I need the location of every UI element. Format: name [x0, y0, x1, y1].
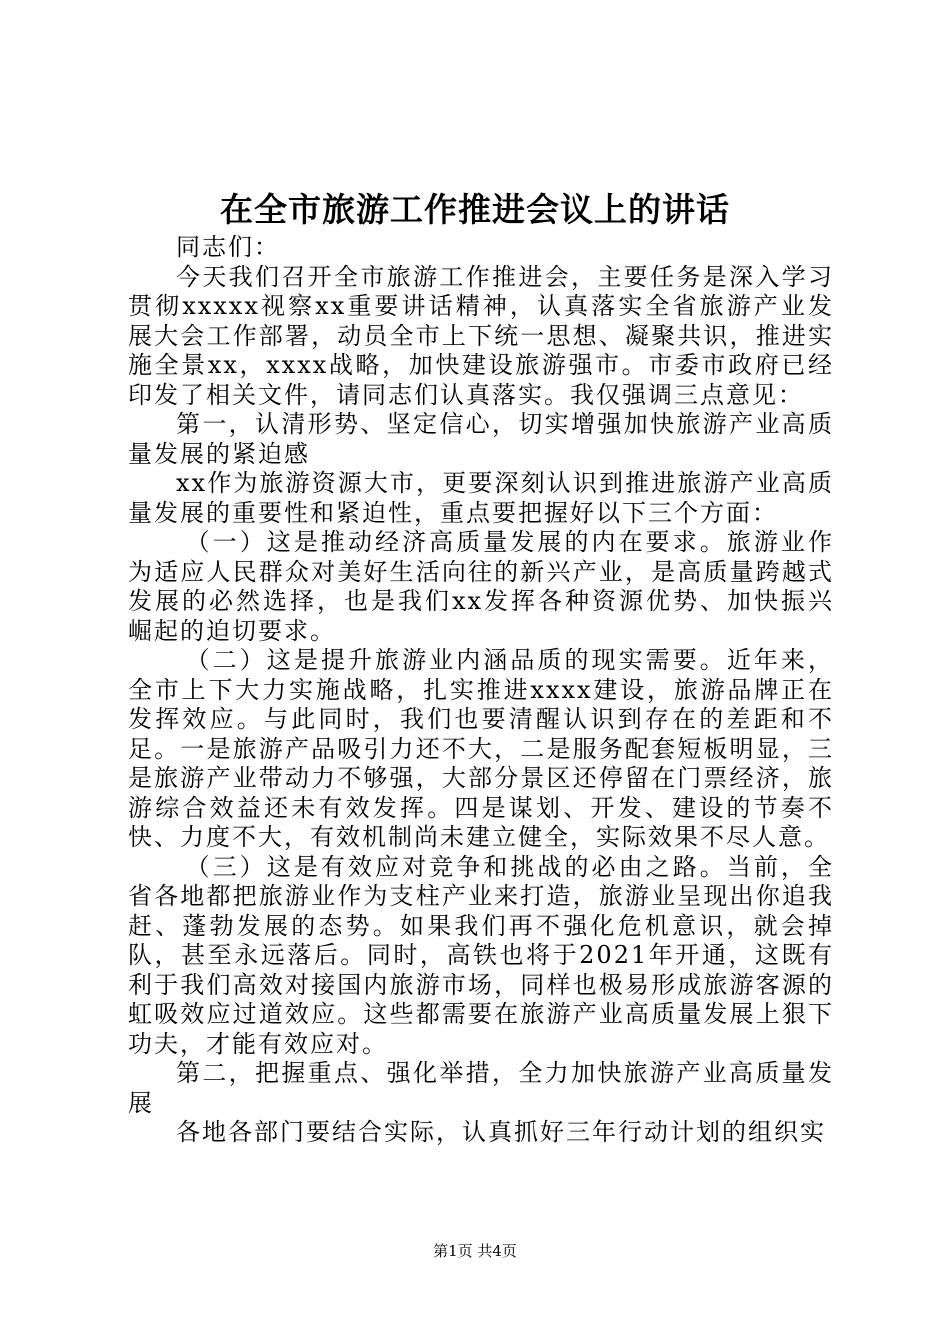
salutation: 同志们：	[176, 233, 280, 261]
page-footer: 第1页 共4页	[433, 1242, 517, 1260]
paragraph-subpoint-1: （一）这是推动经济高质量发展的内在要求。旅游业作为适应人民群众对美好生活向往的新兴产业，是高质量跨越式发展的必然选择，也是我们xx发挥各种资源优势、加快振兴崛起的迫切要求。	[128, 528, 834, 645]
heading-second-point: 第二，把握重点、强化举措，全力加快旅游产业高质量发展	[128, 1059, 834, 1117]
document-body	[128, 233, 834, 1148]
page-title: 在全市旅游工作推进会议上的讲话	[220, 190, 730, 229]
heading-first-point: 第一，认清形势、坚定信心，切实增强加快旅游产业高质量发展的紧迫感	[128, 410, 834, 468]
paragraph-subpoint-2: （二）这是提升旅游业内涵品质的现实需要。近年来，全市上下大力实施战略，扎实推进xxxx建设，旅游品牌正在发挥效应。与此同时，我们也要清醒认识到存在的差距和不足。一是旅游产品吸引力还不大，二是服务配套短板明显，三是旅游产业带动力不够强，大部分景区还停留在门票经济，旅游综合效益还未有效发挥。四是谋划、开发、建设的节奏不快、力度不大，有效机制尚未建立健全，实际效果不尽人意。	[128, 646, 834, 851]
paragraph-intro: 今天我们召开全市旅游工作推进会，主要任务是深入学习贯彻xxxxx视察xx重要讲话精神，认真落实全省旅游产业发展大会工作部署，动员全市上下统一思想、凝聚共识，推进实施全景xx，xxxx战略，加快建设旅游强市。市委市政府已经印发了相关文件，请同志们认真落实。我仅强调三点意见：	[128, 262, 834, 409]
paragraph-second-point-intro: 各地各部门要结合实际，认真抓好三年行动计划的组织实	[176, 1118, 826, 1146]
paragraph-first-point-intro: xx作为旅游资源大市，更要深刻认识到推进旅游产业高质量发展的重要性和紧迫性，重点要把握好以下三个方面：	[128, 469, 834, 527]
paragraph-subpoint-3: （三）这是有效应对竞争和挑战的必由之路。当前，全省各地都把旅游业作为支柱产业来打造，旅游业呈现出你追我赶、蓬勃发展的态势。如果我们再不强化危机意识，就会掉队，甚至永远落后。同时，高铁也将于2021年开通，这既有利于我们高效对接国内旅游市场，同样也极易形成旅游客源的虹吸效应过道效应。这些都需要在旅游产业高质量发展上狠下功夫，才能有效应对。	[128, 852, 834, 1058]
